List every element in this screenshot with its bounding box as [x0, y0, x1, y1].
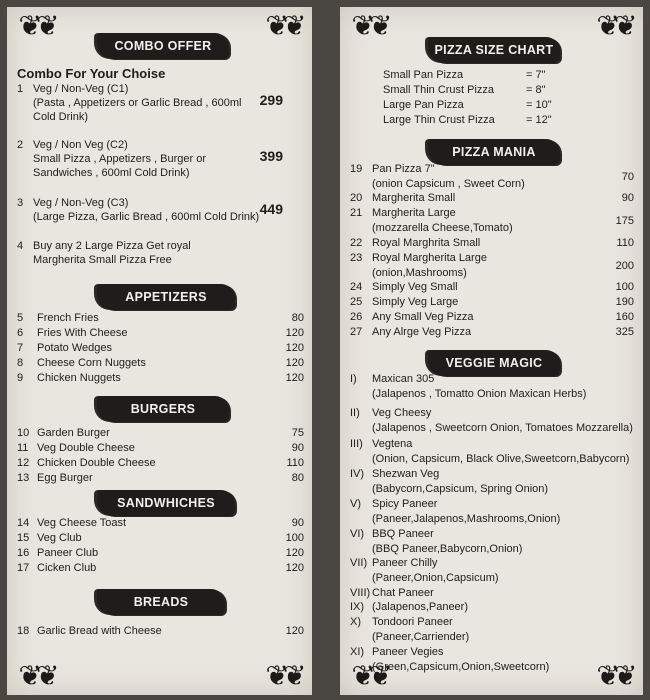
veggie-item-name: Veg Cheesy: [372, 407, 432, 419]
pizza-item-description: (onion Capsicum , Sweet Corn): [372, 178, 525, 190]
combo-heading: Combo For Your Choise: [17, 66, 166, 81]
menu-item-number: 6: [17, 327, 24, 339]
corner-ornament-icon: ❦❦: [18, 659, 54, 692]
menu-item-price: 100: [285, 532, 304, 544]
menu-item-price: 120: [285, 625, 304, 637]
pizza-item-price: 190: [615, 296, 634, 308]
veggie-item-number: II): [350, 407, 360, 419]
veggie-magic-banner: VEGGIE MAGIC: [428, 350, 560, 376]
pizza-item-price: 200: [615, 260, 634, 272]
veggie-item-description: (Paneer,Jalapenos,Mashrooms,Onion): [372, 513, 561, 525]
combo-item-description: Sandwiches , 600ml Cold Drink): [33, 167, 190, 179]
menu-item-name: Chicken Double Cheese: [37, 457, 156, 469]
sandwiches-banner: SANDWHICHES: [97, 490, 235, 516]
menu-item-number: 7: [17, 342, 24, 354]
corner-ornament-icon: ❦❦: [265, 659, 301, 692]
veggie-item-description: (BBQ Paneer,Babycorn,Onion): [372, 543, 523, 555]
menu-item-name: Veg Double Cheese: [37, 442, 135, 454]
veggie-item-number: IX): [350, 601, 365, 613]
size-chart-size: = 12": [526, 114, 552, 126]
menu-item-name: Paneer Club: [37, 547, 99, 559]
pizza-item-number: 27: [350, 326, 363, 338]
corner-ornament-icon: ❦❦: [596, 659, 632, 692]
combo-item-description: Small Pizza , Appetizers , Burger or: [33, 153, 207, 165]
pizza-item-price: 90: [621, 192, 634, 204]
veggie-item-name: Vegtena: [372, 438, 413, 450]
menu-item-number: 18: [17, 625, 30, 637]
menu-item-name: Potato Wedges: [37, 342, 113, 354]
veggie-item-number: VII): [350, 557, 368, 569]
menu-item-price: 120: [285, 562, 304, 574]
menu-item-name: Veg Cheese Toast: [37, 517, 127, 529]
veggie-item-name: Paneer Vegies: [372, 646, 444, 658]
pizza-size-chart-banner: PIZZA SIZE CHART: [428, 37, 560, 63]
combo-item-price: 449: [259, 201, 283, 217]
pizza-item-price: 175: [615, 215, 634, 227]
left-menu-panel: [7, 7, 312, 695]
menu-item-number: 17: [17, 562, 30, 574]
size-chart-name: Small Thin Crust Pizza: [383, 84, 495, 96]
menu-item-number: 10: [17, 427, 30, 439]
combo-item-name: Veg / Non-Veg (C3): [33, 197, 129, 209]
size-chart-size: = 10": [526, 99, 552, 111]
pizza-item-name: Royal Marghrita Small: [372, 237, 481, 249]
veggie-item-number: III): [350, 438, 363, 450]
veggie-item-number: XI): [350, 646, 365, 658]
menu-item-name: French Fries: [37, 312, 99, 324]
menu-item-price: 120: [285, 372, 304, 384]
pizza-item-name: Simply Veg Large: [372, 296, 459, 308]
veggie-item-name: Tondoori Paneer: [372, 616, 453, 628]
size-chart-name: Large Thin Crust Pizza: [383, 114, 495, 126]
right-menu-panel: [340, 7, 643, 695]
size-chart-size: = 7": [526, 69, 546, 81]
menu-item-name: Egg Burger: [37, 472, 93, 484]
combo-item-name: Veg / Non Veg (C2): [33, 139, 128, 151]
pizza-item-price: 325: [615, 326, 634, 338]
pizza-item-price: 160: [615, 311, 634, 323]
pizza-item-number: 24: [350, 281, 363, 293]
pizza-item-name: Margherita Large: [372, 207, 456, 219]
menu-item-number: 13: [17, 472, 30, 484]
veggie-item-description: (Babycorn,Capsicum, Spring Onion): [372, 483, 549, 495]
veggie-item-description: (Onion, Capsicum, Black Olive,Sweetcorn,Babycorn): [372, 453, 630, 465]
veggie-item-name: Maxican 305: [372, 373, 435, 385]
veggie-item-number: IV): [350, 468, 365, 480]
combo-item-number: 4: [17, 240, 24, 252]
combo-item-description: Margherita Small Pizza Free: [33, 254, 172, 266]
pizza-item-price: 70: [621, 171, 634, 183]
menu-item-name: Cicken Club: [37, 562, 97, 574]
pizza-item-name: Royal Margherita Large: [372, 252, 487, 264]
corner-ornament-icon: ❦❦: [351, 659, 387, 692]
pizza-item-number: 20: [350, 192, 363, 204]
menu-item-name: Chicken Nuggets: [37, 372, 121, 384]
veggie-item-number: VI): [350, 528, 365, 540]
appetizers-banner: APPETIZERS: [97, 284, 235, 310]
burgers-banner: BURGERS: [97, 396, 229, 422]
menu-item-number: 12: [17, 457, 30, 469]
veggie-item-name: Spicy Paneer: [372, 498, 438, 510]
menu-item-number: 5: [17, 312, 24, 324]
menu-item-price: 120: [285, 342, 304, 354]
combo-offer-banner: COMBO OFFER: [97, 33, 229, 59]
corner-ornament-icon: ❦❦: [351, 9, 387, 42]
veggie-item-name: Shezwan Veg: [372, 468, 440, 480]
veggie-item-name: BBQ Paneer: [372, 528, 434, 540]
menu-item-price: 120: [285, 547, 304, 559]
corner-ornament-icon: ❦❦: [265, 9, 301, 42]
combo-item-name: Buy any 2 Large Pizza Get royal: [33, 240, 191, 252]
menu-item-name: Cheese Corn Nuggets: [37, 357, 146, 369]
menu-item-price: 90: [291, 442, 304, 454]
menu-item-name: Fries With Cheese: [37, 327, 128, 339]
pizza-item-name: Simply Veg Small: [372, 281, 458, 293]
pizza-item-name: Margherita Small: [372, 192, 456, 204]
menu-item-name: Garden Burger: [37, 427, 110, 439]
combo-item-price: 299: [259, 92, 283, 108]
corner-ornament-icon: ❦❦: [596, 9, 632, 42]
veggie-item-number: X): [350, 616, 361, 628]
veggie-item-number: I): [350, 373, 357, 385]
pizza-item-price: 100: [615, 281, 634, 293]
veggie-item-name: (Jalapenos,Paneer): [372, 601, 469, 613]
pizza-item-number: 26: [350, 311, 363, 323]
veggie-item-number: V): [350, 498, 361, 510]
pizza-item-name: Pan Pizza 7": [372, 163, 435, 175]
veggie-item-description: (Green,Capsicum,Onion,Sweetcorn): [372, 661, 550, 673]
corner-ornament-icon: ❦❦: [18, 9, 54, 42]
menu-item-price: 90: [291, 517, 304, 529]
menu-item-price: 75: [291, 427, 304, 439]
breads-banner: BREADS: [97, 589, 225, 615]
combo-item-number: 1: [17, 83, 24, 95]
veggie-item-name: Paneer Chilly: [372, 557, 438, 569]
menu-item-number: 11: [17, 442, 29, 454]
pizza-item-description: (mozzarella Cheese,Tomato): [372, 222, 513, 234]
veggie-item-name: Chat Paneer: [372, 587, 434, 599]
menu-item-number: 15: [17, 532, 30, 544]
pizza-item-description: (onion,Mashrooms): [372, 267, 467, 279]
pizza-item-number: 25: [350, 296, 363, 308]
combo-item-number: 2: [17, 139, 24, 151]
pizza-item-number: 21: [350, 207, 363, 219]
veggie-item-description: (Jalapenos , Tomatto Onion Maxican Herbs): [372, 388, 587, 400]
pizza-item-name: Any Alrge Veg Pizza: [372, 326, 472, 338]
pizza-mania-banner: PIZZA MANIA: [428, 139, 560, 165]
menu-item-price: 120: [285, 327, 304, 339]
menu-item-number: 9: [17, 372, 24, 384]
pizza-item-price: 110: [616, 237, 634, 249]
menu-item-name: Garlic Bread with Cheese: [37, 625, 162, 637]
veggie-item-number: VIII): [350, 587, 371, 599]
menu-item-price: 80: [291, 472, 304, 484]
pizza-item-number: 19: [350, 163, 363, 175]
combo-item-number: 3: [17, 197, 24, 209]
menu-item-price: 120: [285, 357, 304, 369]
pizza-item-number: 23: [350, 252, 363, 264]
pizza-item-name: Any Small Veg Pizza: [372, 311, 474, 323]
menu-item-price: 80: [291, 312, 304, 324]
menu-item-name: Veg Club: [37, 532, 82, 544]
combo-item-price: 399: [259, 148, 283, 164]
menu-item-price: 110: [286, 457, 304, 469]
combo-item-name: Veg / Non-Veg (C1): [33, 83, 129, 95]
combo-item-description: (Large Pizza, Garlic Bread , 600ml Cold Drink): [33, 211, 260, 223]
pizza-item-number: 22: [350, 237, 363, 249]
menu-item-number: 16: [17, 547, 30, 559]
menu-item-number: 8: [17, 357, 24, 369]
veggie-item-description: (Paneer,Onion,Capsicum): [372, 572, 499, 584]
veggie-item-description: (Jalapenos , Sweetcorn Onion, Tomatoes Mozzarella): [372, 422, 633, 434]
size-chart-size: = 8": [526, 84, 546, 96]
veggie-item-description: (Paneer,Carriender): [372, 631, 470, 643]
combo-item-description: (Pasta , Appetizers or Garlic Bread , 600ml: [33, 97, 242, 109]
menu-item-number: 14: [17, 517, 30, 529]
combo-item-description: Cold Drink): [33, 111, 89, 123]
size-chart-name: Small Pan Pizza: [383, 69, 464, 81]
size-chart-name: Large Pan Pizza: [383, 99, 464, 111]
